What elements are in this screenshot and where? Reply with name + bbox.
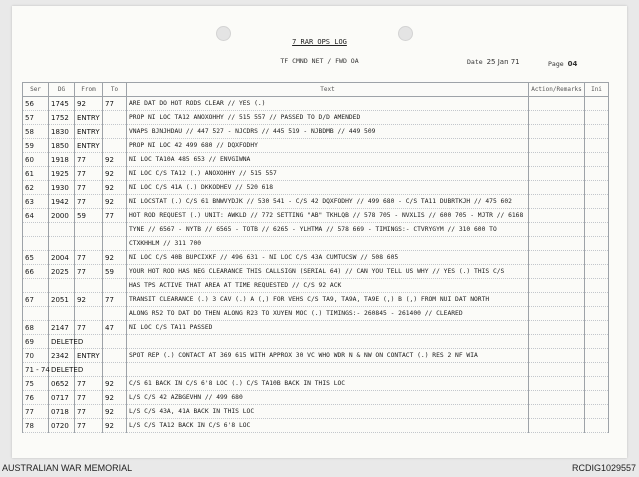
header-from: From [75, 83, 103, 97]
cell-time: DELETED [49, 363, 75, 377]
cell-text: VNAPS BJNJHDAU // 447 527 - NJCDRS // 445 519 - NJBDMB // 449 509 [127, 125, 529, 139]
cell-time: DELETED [49, 335, 75, 349]
cell-time: 1830 [49, 125, 75, 139]
log-subtitle: TF CMND NET / FWD OA [280, 57, 359, 65]
cell-ini [585, 391, 609, 405]
table-row [23, 307, 609, 321]
cell-ini [585, 405, 609, 419]
cell-to: 92 [103, 391, 127, 405]
table-row [23, 167, 609, 181]
table-row [23, 125, 609, 139]
cell-ser: 66 [23, 265, 49, 279]
cell-to: 92 [103, 251, 127, 265]
cell-action [529, 209, 585, 223]
cell-from: 92 [75, 97, 103, 111]
cell-ser: 64 [23, 209, 49, 223]
log-sheet [12, 6, 627, 458]
cell-ser: 58 [23, 125, 49, 139]
cell-action [529, 321, 585, 335]
cell-ini [585, 237, 609, 251]
cell-to: 47 [103, 321, 127, 335]
cell-text: YOUR HOT ROD HAS NEG CLEARANCE THIS CALLSIGN (SERIAL 64) // CAN YOU TELL US WHY // YES (.) THIS C/S [127, 265, 529, 279]
cell-time: 0718 [49, 405, 75, 419]
cell-time: 0652 [49, 377, 75, 391]
cell-action [529, 153, 585, 167]
cell-ini [585, 251, 609, 265]
cell-to: 92 [103, 181, 127, 195]
cell-text: NI LOC C/S 41A (.) DKKODHEV // 520 618 [127, 181, 529, 195]
date-field [467, 58, 520, 66]
cell-time: 0720 [49, 419, 75, 433]
cell-to [103, 139, 127, 153]
table-header [23, 83, 609, 97]
cell-to [103, 125, 127, 139]
cell-ser: 65 [23, 251, 49, 265]
cell-time [49, 279, 75, 293]
cell-ini [585, 419, 609, 433]
header-dg: DG [49, 83, 75, 97]
cell-action [529, 391, 585, 405]
cell-to [103, 307, 127, 321]
cell-ini [585, 139, 609, 153]
table-row [23, 209, 609, 223]
table-row [23, 223, 609, 237]
cell-ser: 71 - 74 [23, 363, 49, 377]
cell-ini [585, 125, 609, 139]
cell-to: 77 [103, 97, 127, 111]
header-ini: Ini [585, 83, 609, 97]
cell-ini [585, 377, 609, 391]
date-value: 25 Jan 71 [486, 58, 520, 66]
cell-from: 77 [75, 377, 103, 391]
cell-to: 92 [103, 167, 127, 181]
cell-from: 77 [75, 181, 103, 195]
cell-to: 77 [103, 293, 127, 307]
cell-text: TYNE // 6567 - NYTB // 6565 - TOTB // 6265 - YLHTMA // 578 669 - TIMINGS:- CTVRYGYM // 310 600 TO [127, 223, 529, 237]
cell-text [127, 363, 529, 377]
cell-ini [585, 223, 609, 237]
cell-action [529, 293, 585, 307]
cell-from: 77 [75, 419, 103, 433]
cell-to [103, 279, 127, 293]
cell-action [529, 279, 585, 293]
cell-from: ENTRY [75, 139, 103, 153]
ops-log-table [22, 82, 609, 433]
cell-time: 1850 [49, 139, 75, 153]
log-title: 7 RAR OPS LOG [292, 38, 347, 46]
table-row [23, 181, 609, 195]
cell-action [529, 125, 585, 139]
table-row [23, 237, 609, 251]
cell-from: ENTRY [75, 111, 103, 125]
table-row [23, 265, 609, 279]
cell-ser [23, 279, 49, 293]
cell-from: 77 [75, 391, 103, 405]
cell-action [529, 195, 585, 209]
cell-ini [585, 307, 609, 321]
cell-ini [585, 265, 609, 279]
table-row [23, 335, 609, 349]
table-row [23, 195, 609, 209]
cell-text: NI LOCSTAT (.) C/S 61 BNWVYDJK // 530 541 - C/S 42 DQXFODHY // 499 680 - C/S TA11 DUBRTKJH // 475 602 [127, 195, 529, 209]
cell-time [49, 223, 75, 237]
cell-ser: 75 [23, 377, 49, 391]
cell-time: 1745 [49, 97, 75, 111]
cell-to: 92 [103, 377, 127, 391]
cell-from: 77 [75, 265, 103, 279]
table-row [23, 251, 609, 265]
page-label: Page [548, 60, 564, 68]
cell-action [529, 167, 585, 181]
cell-ini [585, 97, 609, 111]
cell-to [103, 223, 127, 237]
cell-from: 77 [75, 167, 103, 181]
cell-to: 92 [103, 405, 127, 419]
cell-time: 1930 [49, 181, 75, 195]
footer-record-id: RCDIG1029557 [571, 463, 636, 473]
cell-action [529, 251, 585, 265]
cell-ini [585, 279, 609, 293]
table-row [23, 363, 609, 377]
cell-text: HAS TPS ACTIVE THAT AREA AT TIME REQUESTED // C/S 92 ACK [127, 279, 529, 293]
cell-time: 2147 [49, 321, 75, 335]
cell-from: 77 [75, 321, 103, 335]
cell-ini [585, 195, 609, 209]
footer-institution: AUSTRALIAN WAR MEMORIAL [2, 463, 133, 473]
cell-text: NI LOC C/S 40B BUPCIXKF // 496 631 - NI LOC C/S 43A CUMTUCSW // 508 605 [127, 251, 529, 265]
table-row [23, 419, 609, 433]
cell-action [529, 181, 585, 195]
date-label: Date [467, 58, 483, 66]
cell-text: NI LOC TA10A 485 653 // ENVGIWNA [127, 153, 529, 167]
cell-ser [23, 307, 49, 321]
cell-text: L/S C/S 42 AZBGEVHN // 499 680 [127, 391, 529, 405]
cell-action [529, 307, 585, 321]
cell-time: 1942 [49, 195, 75, 209]
cell-text: C/S 61 BACK IN C/S 6'8 LOC (.) C/S TA10B BACK IN THIS LOC [127, 377, 529, 391]
table-body [23, 97, 609, 433]
table-row [23, 153, 609, 167]
table-row [23, 349, 609, 363]
cell-ser: 63 [23, 195, 49, 209]
cell-from: 77 [75, 153, 103, 167]
cell-action [529, 223, 585, 237]
cell-from: 59 [75, 209, 103, 223]
table-row [23, 279, 609, 293]
cell-text [127, 335, 529, 349]
cell-text: L/S C/S TA12 BACK IN C/S 6'8 LOC [127, 419, 529, 433]
cell-ini [585, 321, 609, 335]
cell-to [103, 363, 127, 377]
cell-action [529, 405, 585, 419]
cell-from [75, 279, 103, 293]
cell-to [103, 335, 127, 349]
cell-ser: 59 [23, 139, 49, 153]
cell-ser: 69 [23, 335, 49, 349]
cell-ini [585, 293, 609, 307]
cell-to: 77 [103, 209, 127, 223]
cell-text: CTXKHHLM // 311 700 [127, 237, 529, 251]
table-row [23, 97, 609, 111]
cell-ser: 70 [23, 349, 49, 363]
cell-ini [585, 111, 609, 125]
cell-time: 1752 [49, 111, 75, 125]
cell-ser: 68 [23, 321, 49, 335]
cell-from: 92 [75, 293, 103, 307]
cell-ini [585, 167, 609, 181]
cell-time: 2004 [49, 251, 75, 265]
cell-to [103, 349, 127, 363]
cell-time [49, 307, 75, 321]
cell-action [529, 111, 585, 125]
table-row [23, 377, 609, 391]
cell-from [75, 307, 103, 321]
cell-from: 77 [75, 195, 103, 209]
cell-action [529, 377, 585, 391]
cell-ini [585, 153, 609, 167]
cell-time: 2000 [49, 209, 75, 223]
page-value: 04 [567, 60, 578, 68]
table-row [23, 293, 609, 307]
cell-from: 77 [75, 405, 103, 419]
cell-ser: 67 [23, 293, 49, 307]
cell-text: L/S C/S 43A, 41A BACK IN THIS LOC [127, 405, 529, 419]
table-row [23, 139, 609, 153]
cell-time: 1918 [49, 153, 75, 167]
header-action: Action/Remarks [529, 83, 585, 97]
cell-ser: 61 [23, 167, 49, 181]
cell-text: ALONG R52 TO DAT DO THEN ALONG R23 TO XUYEN MOC (.) TIMINGS:- 260845 - 261400 // CLEARED [127, 307, 529, 321]
cell-to: 59 [103, 265, 127, 279]
cell-action [529, 97, 585, 111]
header-ser: Ser [23, 83, 49, 97]
cell-ser: 76 [23, 391, 49, 405]
cell-ini [585, 335, 609, 349]
cell-text: PROP NI LOC TA12 ANOXOHHY // 515 557 // PASSED TO D/D AMENDED [127, 111, 529, 125]
cell-action [529, 335, 585, 349]
cell-text: SPOT REP (.) CONTACT AT 369 615 WITH APPROX 30 VC WHO WDR N & NW ON CONTACT (.) RES 2 NF WIA [127, 349, 529, 363]
header-to: To [103, 83, 127, 97]
cell-ser: 78 [23, 419, 49, 433]
page-field [548, 60, 577, 68]
cell-text: NI LOC C/S TA11 PASSED [127, 321, 529, 335]
cell-action [529, 237, 585, 251]
cell-ini [585, 363, 609, 377]
header-text: Text [127, 83, 529, 97]
cell-from [75, 237, 103, 251]
cell-ser: 60 [23, 153, 49, 167]
cell-time [49, 237, 75, 251]
cell-ser [23, 223, 49, 237]
cell-action [529, 363, 585, 377]
cell-to: 92 [103, 419, 127, 433]
cell-time: 2051 [49, 293, 75, 307]
cell-from: 77 [75, 251, 103, 265]
cell-text: TRANSIT CLEARANCE (.) 3 CAV (.) A (,) FOR VEHS C/S TA9, TA9A, TA9E (,) B (,) FROM NUI DAT NORTH [127, 293, 529, 307]
cell-ser [23, 237, 49, 251]
cell-time: 2342 [49, 349, 75, 363]
cell-text: NI LOC C/S TA12 (.) ANOXOHHY // 515 557 [127, 167, 529, 181]
cell-to [103, 237, 127, 251]
cell-to [103, 111, 127, 125]
cell-ser: 56 [23, 97, 49, 111]
cell-ser: 57 [23, 111, 49, 125]
cell-text: ARE DAT DO HOT RODS CLEAR // YES (.) [127, 97, 529, 111]
cell-action [529, 139, 585, 153]
cell-text: PROP NI LOC 42 499 680 // DQXFODHY [127, 139, 529, 153]
cell-action [529, 265, 585, 279]
cell-time: 1925 [49, 167, 75, 181]
cell-time: 0717 [49, 391, 75, 405]
cell-from: ENTRY [75, 349, 103, 363]
cell-text: HOT ROD REQUEST (.) UNIT: AWKLD // 772 SETTING "AB" TKHLQB // 578 705 - NVXLIS // 600 705 - MJTR // 6168 [127, 209, 529, 223]
cell-action [529, 349, 585, 363]
cell-to: 92 [103, 153, 127, 167]
cell-ini [585, 209, 609, 223]
table-row [23, 391, 609, 405]
table-row [23, 405, 609, 419]
cell-ini [585, 181, 609, 195]
cell-from: ENTRY [75, 125, 103, 139]
cell-ser: 77 [23, 405, 49, 419]
cell-action [529, 419, 585, 433]
cell-ser: 62 [23, 181, 49, 195]
cell-to: 92 [103, 195, 127, 209]
table-row [23, 111, 609, 125]
table-row [23, 321, 609, 335]
cell-time: 2025 [49, 265, 75, 279]
cell-ini [585, 349, 609, 363]
cell-from [75, 223, 103, 237]
